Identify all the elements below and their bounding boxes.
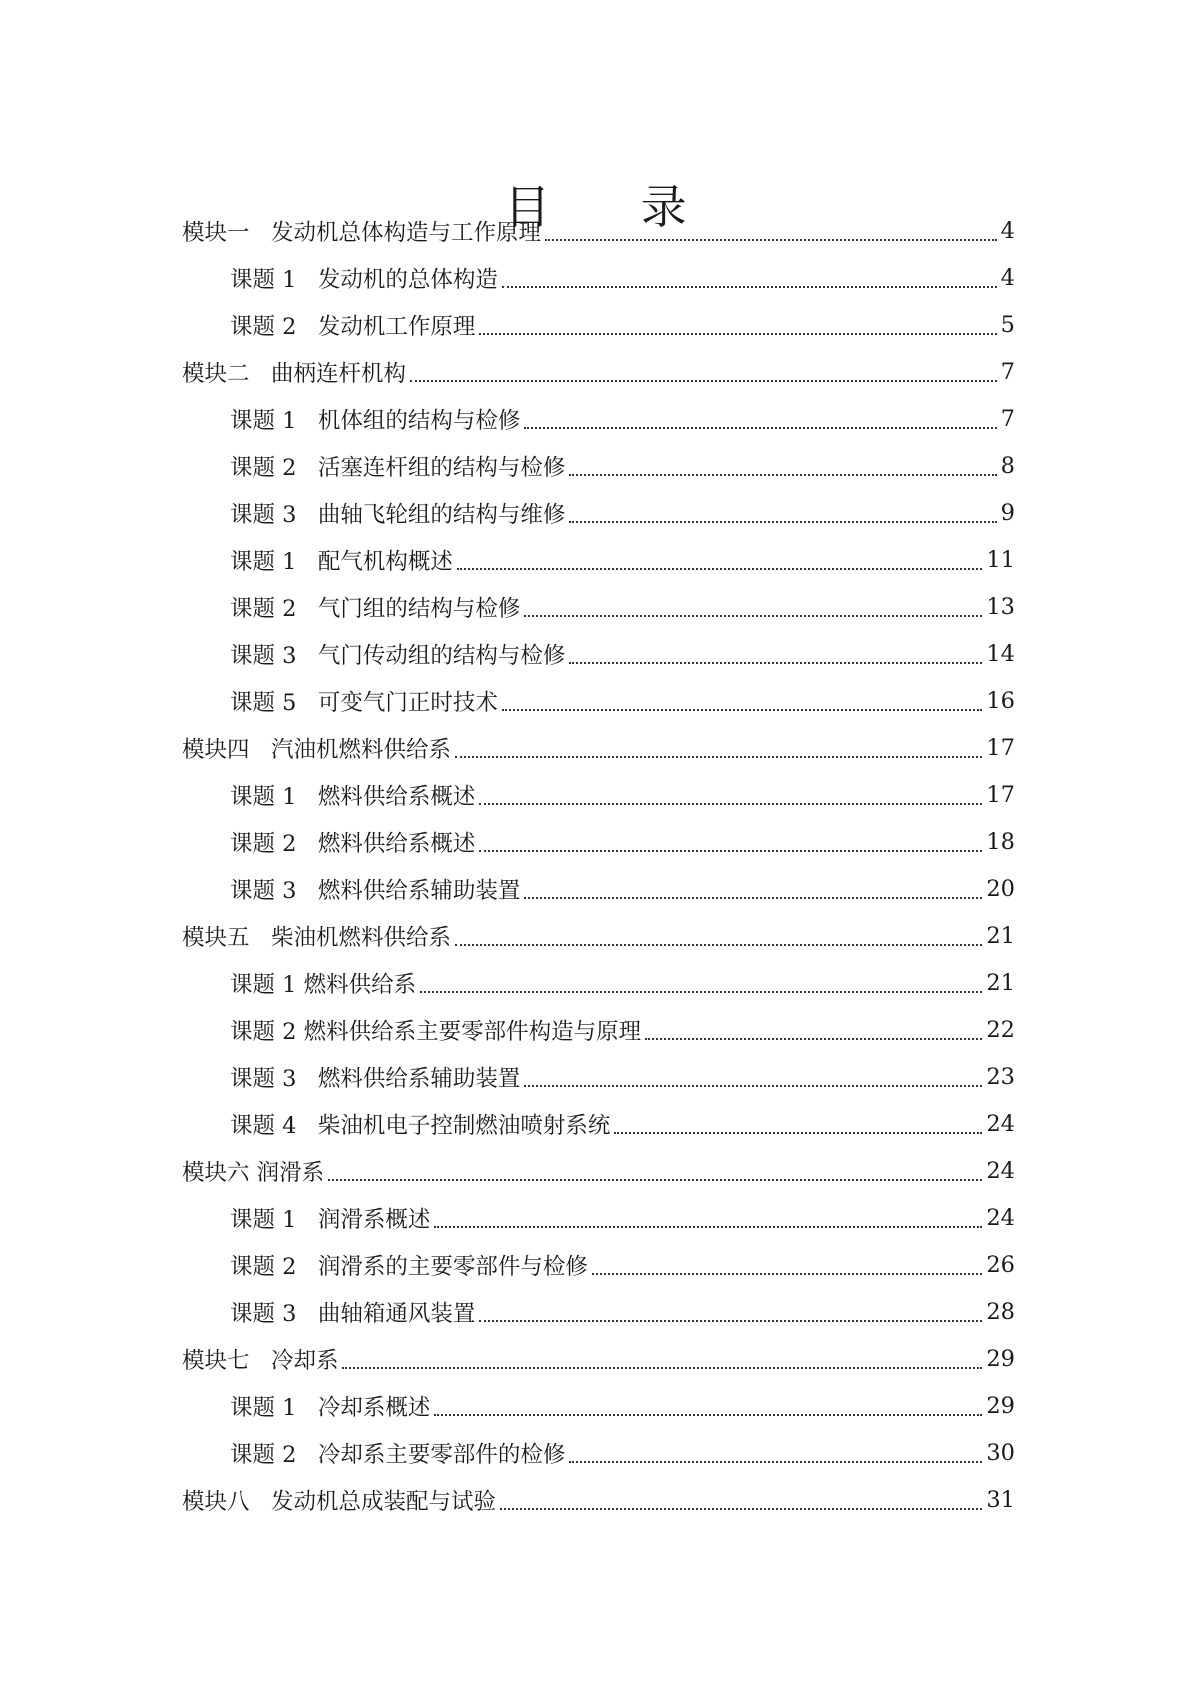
toc-entry-label: 课题 2 润滑系的主要零部件与检修 xyxy=(230,1253,588,1280)
toc-entry-label: 模块七 冷却系 xyxy=(182,1347,339,1374)
toc-page-number: 29 xyxy=(986,1345,1015,1372)
toc-entry-label: 课题 3 曲轴飞轮组的结构与维修 xyxy=(230,501,566,528)
toc-lesson-entry[interactable] xyxy=(0,301,1191,348)
toc-lesson-entry[interactable] xyxy=(0,1429,1191,1476)
toc-lesson-entry[interactable] xyxy=(0,1288,1191,1335)
toc-page-number: 17 xyxy=(986,781,1015,808)
toc-entry-label: 课题 4 柴油机电子控制燃油喷射系统 xyxy=(230,1112,611,1139)
toc-module-entry[interactable] xyxy=(0,1147,1191,1194)
toc-dot-leader xyxy=(500,1508,982,1510)
toc-entry-label: 课题 1 配气机构概述 xyxy=(230,548,453,575)
toc-dot-leader xyxy=(569,521,996,523)
toc-lesson-entry[interactable] xyxy=(0,1382,1191,1429)
toc-entry-label: 模块五 柴油机燃料供给系 xyxy=(182,924,451,951)
toc-page-number: 5 xyxy=(1000,311,1015,338)
toc-dot-leader xyxy=(614,1132,982,1134)
toc-dot-leader xyxy=(342,1367,982,1369)
toc-module-entry[interactable] xyxy=(0,912,1191,959)
toc-lesson-entry[interactable] xyxy=(0,536,1191,583)
toc-lesson-entry[interactable] xyxy=(0,583,1191,630)
toc-module-entry[interactable] xyxy=(0,724,1191,771)
toc-page-number: 14 xyxy=(986,640,1015,667)
toc-page-number: 7 xyxy=(1000,405,1015,432)
toc-dot-leader xyxy=(420,991,982,993)
toc-lesson-entry[interactable] xyxy=(0,1241,1191,1288)
toc-dot-leader xyxy=(645,1038,982,1040)
toc-lesson-entry[interactable] xyxy=(0,630,1191,677)
toc-module-entry[interactable] xyxy=(0,348,1191,395)
page-title: 目 录 xyxy=(504,179,725,234)
toc-page-number: 18 xyxy=(986,828,1015,855)
toc-entry-label: 课题 1 机体组的结构与检修 xyxy=(230,407,521,434)
toc-page-number: 20 xyxy=(986,875,1015,902)
toc-entry-label: 课题 3 气门传动组的结构与检修 xyxy=(230,642,566,669)
toc-page-number: 24 xyxy=(986,1110,1015,1137)
toc-lesson-entry[interactable] xyxy=(0,959,1191,1006)
toc-page-number: 9 xyxy=(1000,499,1015,526)
toc-page-number: 16 xyxy=(986,687,1015,714)
table-of-contents xyxy=(0,207,1191,1523)
toc-lesson-entry[interactable] xyxy=(0,395,1191,442)
toc-entry-label: 课题 1 燃料供给系 xyxy=(230,971,417,998)
toc-page-number: 23 xyxy=(986,1063,1015,1090)
toc-entry-label: 模块八 发动机总成装配与试验 xyxy=(182,1488,496,1515)
toc-entry-label: 课题 1 润滑系概述 xyxy=(230,1206,431,1233)
toc-page-number: 26 xyxy=(986,1251,1015,1278)
toc-page-number: 21 xyxy=(986,969,1015,996)
toc-lesson-entry[interactable] xyxy=(0,1006,1191,1053)
toc-page-number: 24 xyxy=(986,1204,1015,1231)
toc-entry-label: 模块四 汽油机燃料供给系 xyxy=(182,736,451,763)
toc-dot-leader xyxy=(479,803,982,805)
toc-entry-label: 课题 3 曲轴箱通风装置 xyxy=(230,1300,476,1327)
toc-dot-leader xyxy=(455,756,982,758)
toc-lesson-entry[interactable] xyxy=(0,1100,1191,1147)
toc-lesson-entry[interactable] xyxy=(0,1053,1191,1100)
toc-dot-leader xyxy=(569,1461,982,1463)
toc-dot-leader xyxy=(434,1226,982,1228)
toc-page-number: 17 xyxy=(986,734,1015,761)
toc-lesson-entry[interactable] xyxy=(0,442,1191,489)
toc-dot-leader xyxy=(502,286,997,288)
toc-page-number: 30 xyxy=(986,1439,1015,1466)
toc-dot-leader xyxy=(545,239,997,241)
toc-dot-leader xyxy=(410,380,997,382)
toc-page-number: 4 xyxy=(1000,217,1015,244)
toc-dot-leader xyxy=(479,333,996,335)
toc-entry-label: 课题 5 可变气门正时技术 xyxy=(230,689,498,716)
toc-lesson-entry[interactable] xyxy=(0,865,1191,912)
toc-dot-leader xyxy=(524,897,982,899)
toc-dot-leader xyxy=(502,709,982,711)
toc-dot-leader xyxy=(569,662,982,664)
toc-page-number: 8 xyxy=(1000,452,1015,479)
toc-lesson-entry[interactable] xyxy=(0,254,1191,301)
toc-entry-label: 课题 2 燃料供给系主要零部件构造与原理 xyxy=(230,1018,642,1045)
toc-dot-leader xyxy=(524,1085,982,1087)
toc-dot-leader xyxy=(455,944,982,946)
toc-lesson-entry[interactable] xyxy=(0,818,1191,865)
toc-page-number: 22 xyxy=(986,1016,1015,1043)
toc-dot-leader xyxy=(479,850,982,852)
toc-lesson-entry[interactable] xyxy=(0,489,1191,536)
toc-entry-label: 模块一 发动机总体构造与工作原理 xyxy=(182,219,541,246)
toc-dot-leader xyxy=(479,1320,982,1322)
toc-page-number: 7 xyxy=(1000,358,1015,385)
toc-page-number: 21 xyxy=(986,922,1015,949)
toc-lesson-entry[interactable] xyxy=(0,1194,1191,1241)
toc-entry-label: 课题 2 发动机工作原理 xyxy=(230,313,476,340)
toc-lesson-entry[interactable] xyxy=(0,771,1191,818)
toc-page-number: 11 xyxy=(986,546,1015,573)
toc-dot-leader xyxy=(569,474,996,476)
toc-module-entry[interactable] xyxy=(0,207,1191,254)
toc-page-number: 29 xyxy=(986,1392,1015,1419)
toc-dot-leader xyxy=(328,1179,982,1181)
toc-entry-label: 模块六 润滑系 xyxy=(182,1159,325,1186)
toc-dot-leader xyxy=(524,615,982,617)
toc-entry-label: 课题 2 冷却系主要零部件的检修 xyxy=(230,1441,566,1468)
toc-page-number: 4 xyxy=(1000,264,1015,291)
toc-entry-label: 课题 2 气门组的结构与检修 xyxy=(230,595,521,622)
toc-dot-leader xyxy=(457,568,982,570)
toc-entry-label: 课题 1 燃料供给系概述 xyxy=(230,783,476,810)
toc-entry-label: 模块二 曲柄连杆机构 xyxy=(182,360,406,387)
toc-dot-leader xyxy=(524,427,996,429)
toc-page-number: 28 xyxy=(986,1298,1015,1325)
toc-entry-label: 课题 3 燃料供给系辅助装置 xyxy=(230,877,521,904)
toc-dot-leader xyxy=(434,1414,982,1416)
toc-entry-label: 课题 3 燃料供给系辅助装置 xyxy=(230,1065,521,1092)
toc-lesson-entry[interactable] xyxy=(0,677,1191,724)
toc-page-number: 31 xyxy=(986,1486,1015,1513)
toc-dot-leader xyxy=(592,1273,982,1275)
toc-entry-label: 课题 1 发动机的总体构造 xyxy=(230,266,498,293)
toc-module-entry[interactable] xyxy=(0,1335,1191,1382)
toc-entry-label: 课题 1 冷却系概述 xyxy=(230,1394,431,1421)
toc-entry-label: 课题 2 活塞连杆组的结构与检修 xyxy=(230,454,566,481)
toc-page-number: 13 xyxy=(986,593,1015,620)
toc-entry-label: 课题 2 燃料供给系概述 xyxy=(230,830,476,857)
toc-page-number: 24 xyxy=(986,1157,1015,1184)
toc-module-entry[interactable] xyxy=(0,1476,1191,1523)
